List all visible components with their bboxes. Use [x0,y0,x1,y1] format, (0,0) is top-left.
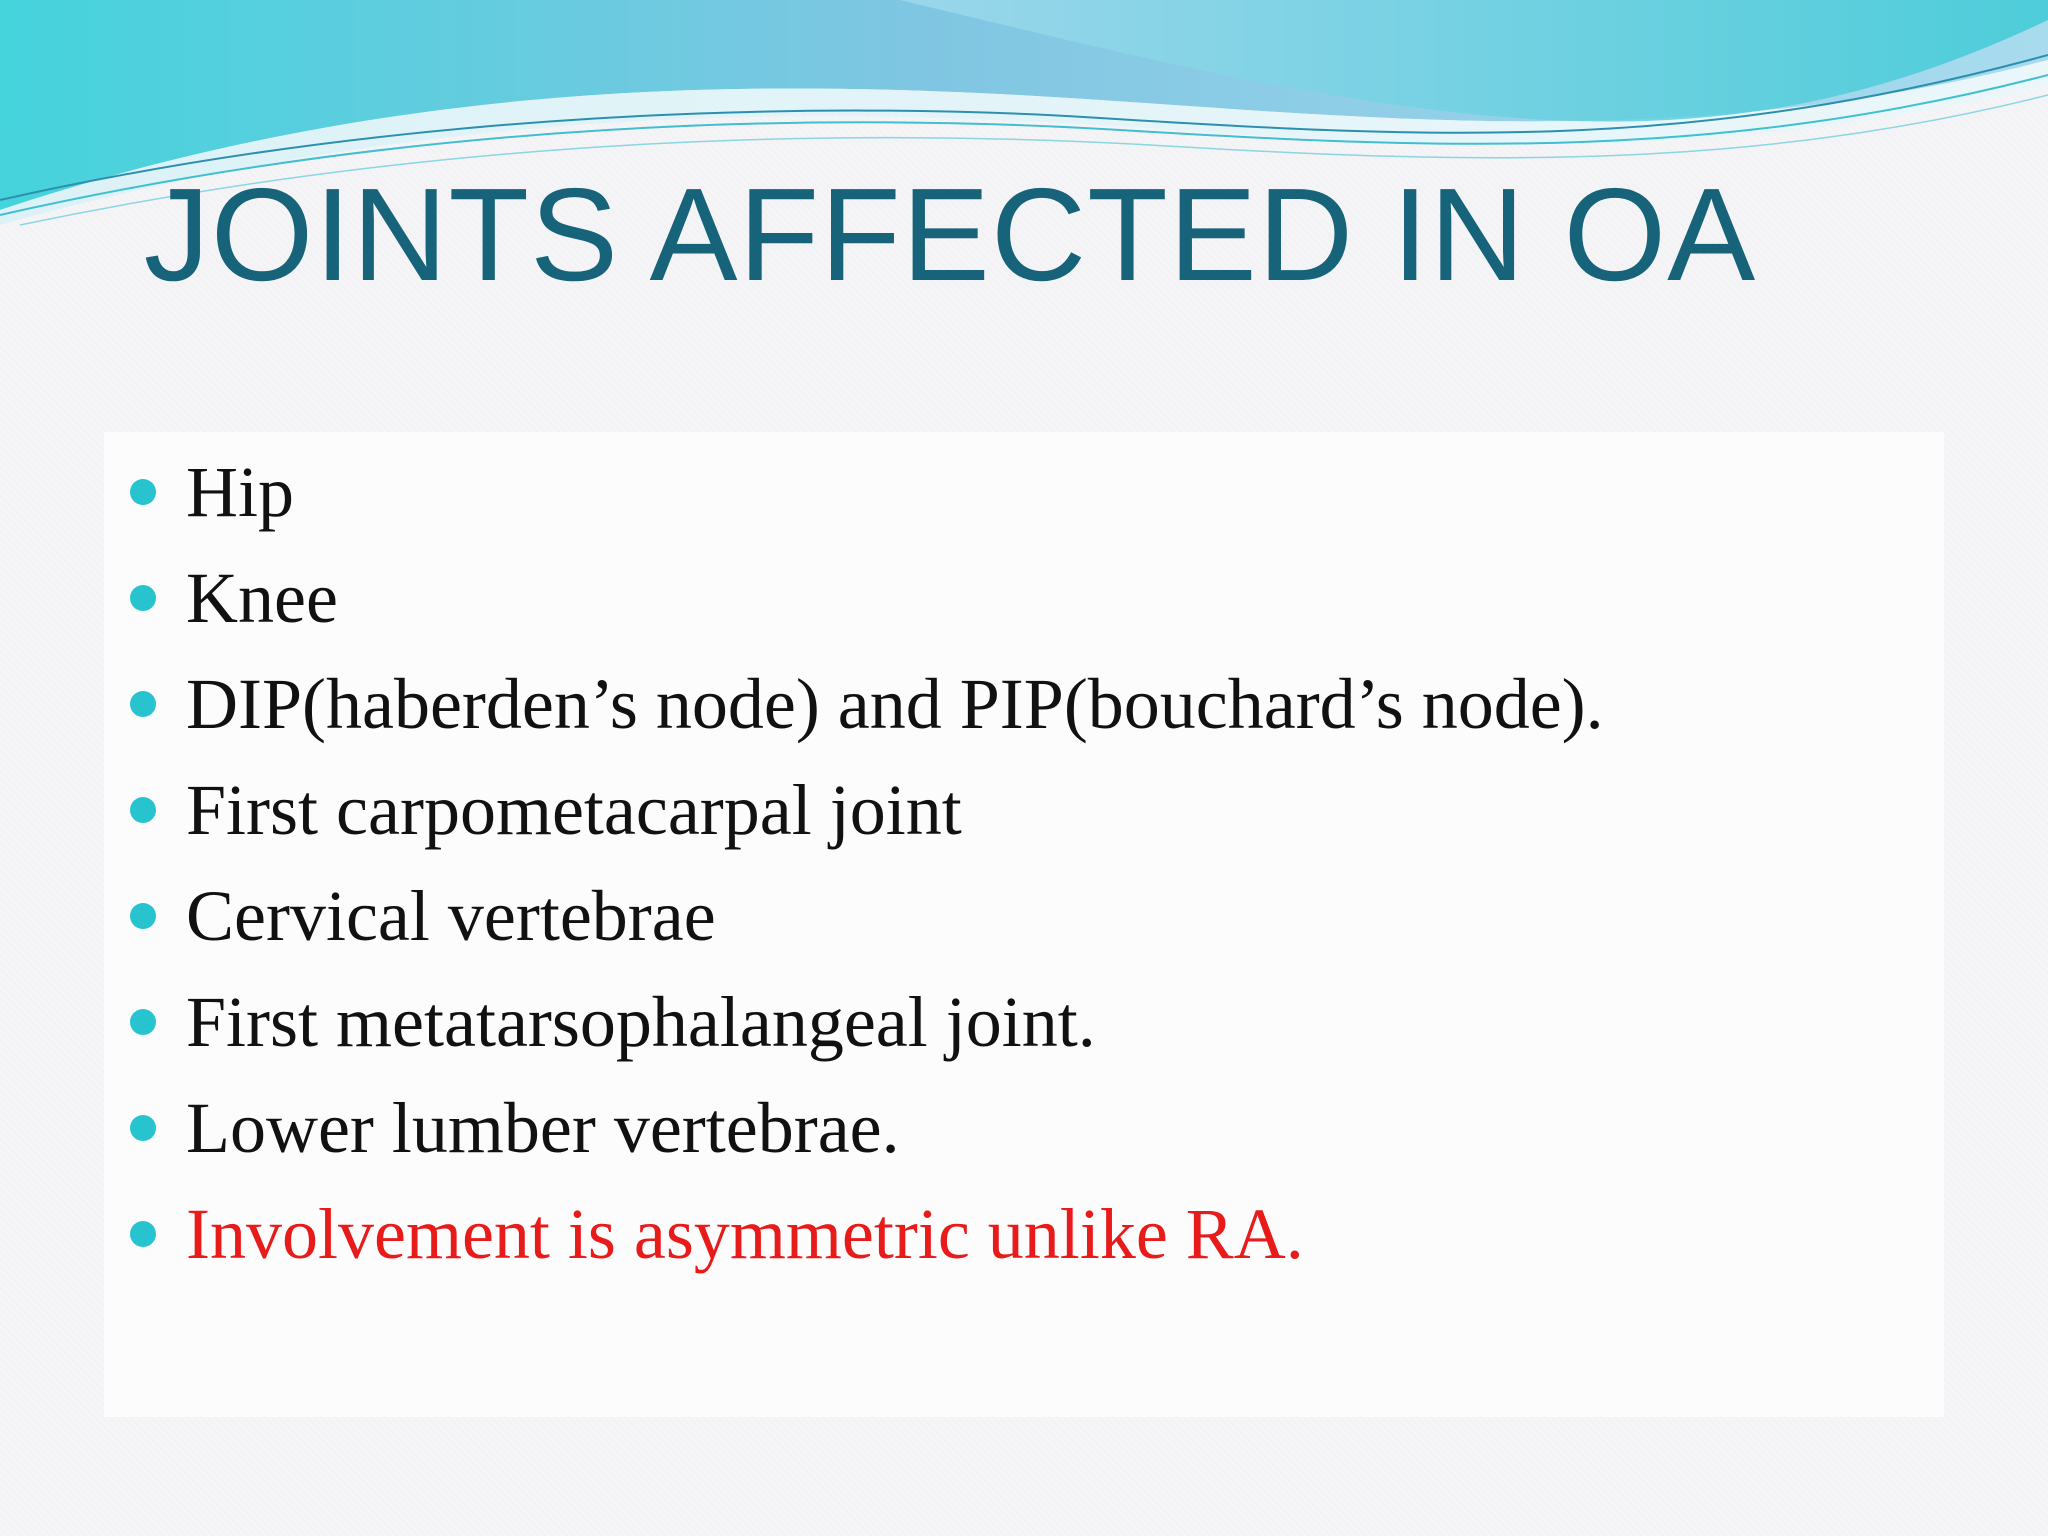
bullet-dot-icon [130,479,156,505]
bullet-item-first-mtp [128,974,1928,1080]
bullet-dot-icon [130,1009,156,1035]
bullet-text: Cervical vertebrae [186,876,716,956]
bullet-dot-icon [130,797,156,823]
bullet-dot-icon [130,585,156,611]
bullet-item-dip-pip [128,656,1928,762]
bullet-list [128,444,1928,1292]
bullet-text: First carpometacarpal joint [186,770,962,850]
bullet-item-cervical [128,868,1928,974]
bullet-text: Lower lumber vertebrae. [186,1088,900,1168]
bullet-item-hip [128,444,1928,550]
bullet-text: DIP(haberden’s node) and PIP(bouchard’s node). [186,664,1604,744]
bullet-text: Involvement is asymmetric unlike RA. [186,1194,1304,1274]
slide-title: JOINTS AFFECTED IN OA [143,161,1757,308]
bullet-text: First metatarsophalangeal joint. [186,982,1096,1062]
bullet-item-asymmetric-note [128,1186,1928,1292]
bullet-text: Knee [186,558,338,638]
bullet-item-knee [128,550,1928,656]
bullet-dot-icon [130,1115,156,1141]
bullet-item-first-cmc [128,762,1928,868]
bullet-dot-icon [130,903,156,929]
bullet-dot-icon [130,691,156,717]
bullet-item-lumbar [128,1080,1928,1186]
bullet-text: Hip [186,452,294,532]
bullet-dot-icon [130,1221,156,1247]
